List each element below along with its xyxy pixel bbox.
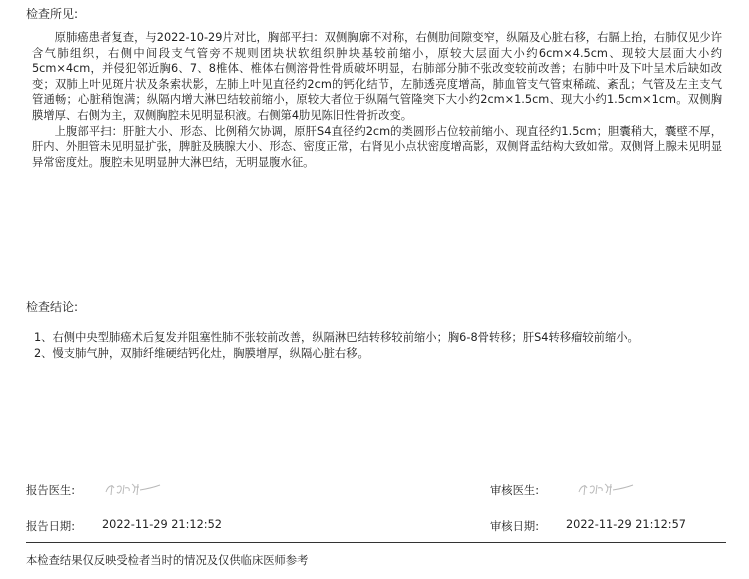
report-doctor-label: 报告医生: bbox=[26, 484, 75, 497]
conclusion-list bbox=[34, 330, 734, 362]
review-date-label: 审核日期: bbox=[490, 520, 539, 533]
report-date-value: 2022-11-29 21:12:52 bbox=[102, 518, 222, 531]
findings-title: 检查所见: bbox=[26, 7, 79, 21]
findings-body bbox=[32, 30, 722, 170]
findings-chest-paragraph: 原肺癌患者复查，与2022-10-29片对比，胸部平扫：双侧胸廓不对称，右侧肋间隙变窄，纵隔及心脏右移，右膈上抬，右肺仅见少许含气肺组织，右侧中间段支气管旁不规则团块状软组织肿块基较前缩小，原较大层面大小约6cm×4.5cm、现较大层面大小约5cm×4cm，并侵犯邻近胸6、7、8椎体、椎体右侧溶骨性骨质破坏明显，右肺部分肺不张改变较前改善；右肺中叶及下叶呈术后缺如改变；双肺上叶见斑片状及条索状影，左肺上叶见直径约2cm的钙化结节，左肺透亮度增高，肺血管支气管束稀疏、紊乱；气管及左主支气管通畅；心脏稍饱满；纵隔内增大淋巴结较前缩小，原较大者位于纵隔气管隆突下大小约2cm×1.5cm、现大小约1.5cm×1cm。双侧胸膜增厚、右侧为主，双侧胸腔未见明显积液。右侧第4肋见陈旧性骨折改变。 bbox=[32, 31, 722, 122]
report-date-label: 报告日期: bbox=[26, 520, 75, 533]
report-doctor-signature bbox=[102, 478, 162, 500]
review-doctor-signature bbox=[575, 478, 635, 500]
findings-abdomen-paragraph: 上腹部平扫：肝脏大小、形态、比例稍欠协调，原肝S4直径约2cm的类圆形占位较前缩小、现直径约1.5cm；胆囊稍大，囊壁不厚，肝内、外胆管未见明显扩张，脾脏及胰腺大小、形态、密度正常，右肾见小点状密度增高影，双侧肾盂结构大致如常。双侧肾上腺未见明显异常密度灶。腹腔未见明显肿大淋巴结，无明显腹水征。 bbox=[32, 124, 722, 169]
review-doctor-label: 审核医生: bbox=[490, 484, 539, 497]
conclusion-item-2: 2、慢支肺气肿，双肺纤维硬结钙化灶，胸膜增厚，纵隔心脏右移。 bbox=[34, 347, 369, 360]
footer-disclaimer: 本检查结果仅反映受检者当时的情况及仅供临床医师参考 bbox=[26, 554, 309, 567]
conclusion-item-1: 1、右侧中央型肺癌术后复发并阻塞性肺不张较前改善，纵隔淋巴结转移较前缩小；胸6-8骨转移；肝S4转移瘤较前缩小。 bbox=[34, 331, 639, 344]
conclusion-title: 检查结论: bbox=[26, 300, 79, 314]
review-date-value: 2022-11-29 21:12:57 bbox=[566, 518, 686, 531]
footer-divider bbox=[26, 542, 726, 543]
